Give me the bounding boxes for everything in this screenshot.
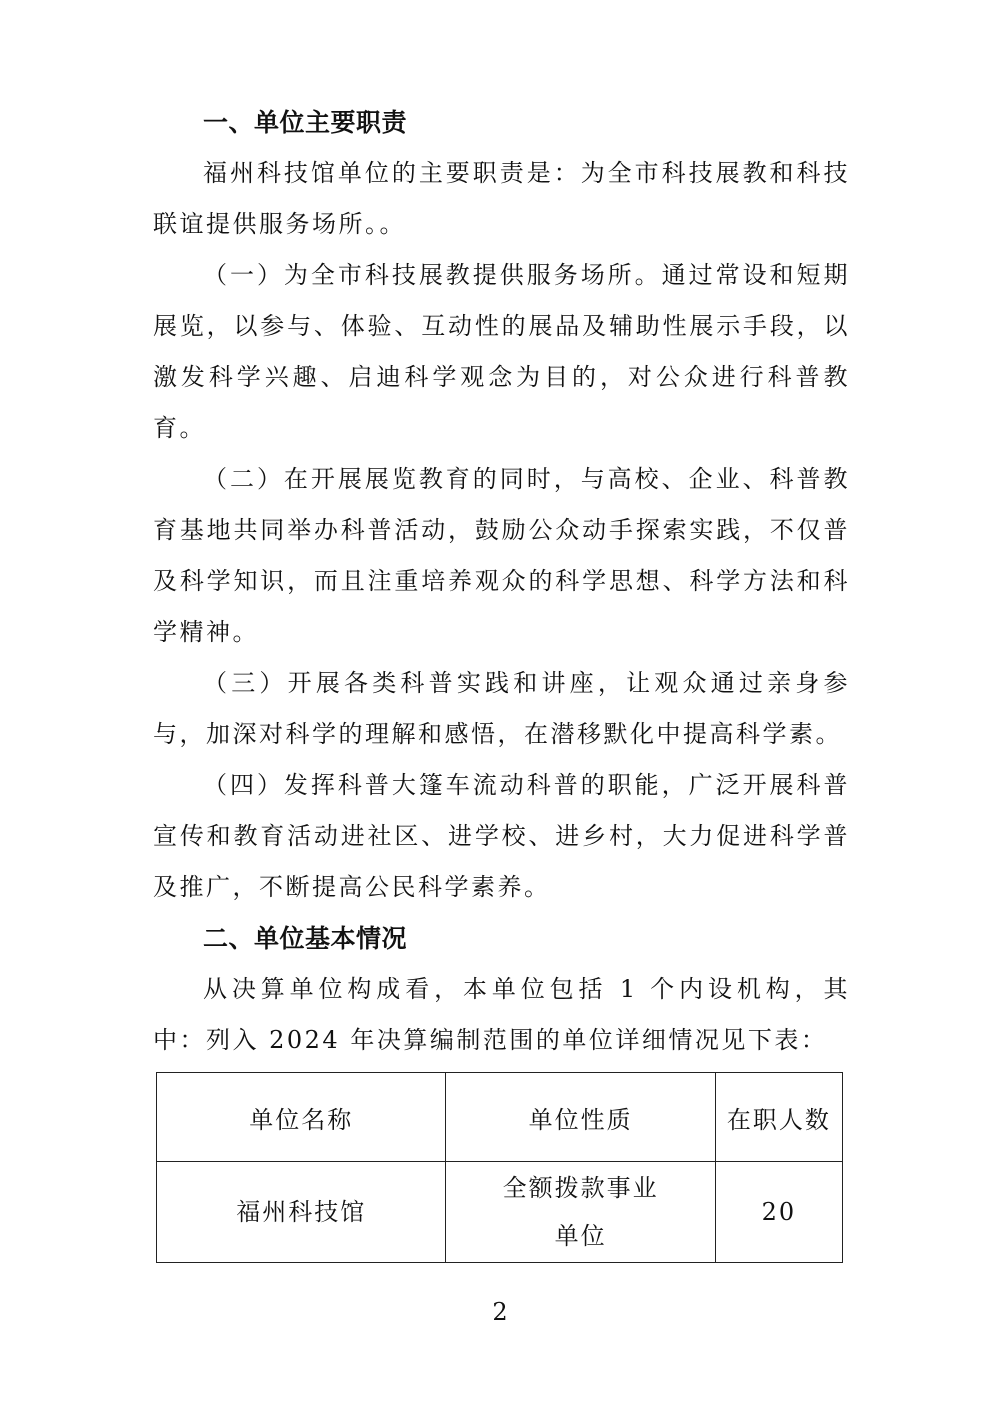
cell-unit-nature-line2: 单位 [554, 1222, 607, 1250]
basic-info-intro: 从决算单位构成看，本单位包括 1 个内设机构，其中：列入 2024 年决算编制范围的单位详细情况见下表： [153, 975, 850, 1054]
responsibility-item-3: （三）开展各类科普实践和讲座，让观众通过亲身参与，加深对科学的理解和感悟，在潜移默化中提高科学素。 [153, 669, 850, 748]
responsibility-item-4: （四）发挥科普大篷车流动科普的职能，广泛开展科普宣传和教育活动进社区、进学校、进乡村，大力促进科学普及推广，不断提高公民科学素养。 [153, 771, 850, 901]
cell-unit-nature [446, 1162, 715, 1263]
cell-unit-nature-line1: 全额拨款事业 [502, 1174, 659, 1202]
section-heading-basic-info: 二、单位基本情况 [203, 924, 408, 953]
table-header-row [157, 1073, 843, 1162]
unit-info-table [156, 1072, 843, 1263]
table-row [157, 1162, 843, 1263]
header-staff-count: 在职人数 [715, 1073, 842, 1162]
page-number: 2 [492, 1298, 508, 1326]
section-heading-responsibilities: 一、单位主要职责 [203, 108, 408, 137]
responsibility-item-2: （二）在开展展览教育的同时，与高校、企业、科普教育基地共同举办科普活动，鼓励公众动手探索实践，不仅普及科学知识，而且注重培养观众的科学思想、科学方法和科学精神。 [153, 465, 850, 646]
cell-staff-count: 20 [715, 1162, 842, 1263]
header-unit-nature: 单位性质 [446, 1073, 715, 1162]
header-unit-name: 单位名称 [157, 1073, 446, 1162]
cell-unit-name: 福州科技馆 [157, 1162, 446, 1263]
responsibilities-intro: 福州科技馆单位的主要职责是：为全市科技展教和科技联谊提供服务场所。。 [153, 159, 850, 238]
responsibility-item-1: （一）为全市科技展教提供服务场所。通过常设和短期展览，以参与、体验、互动性的展品及辅助性展示手段，以激发科学兴趣、启迪科学观念为目的，对公众进行科普教育。 [153, 261, 850, 442]
document-body [153, 97, 850, 1263]
